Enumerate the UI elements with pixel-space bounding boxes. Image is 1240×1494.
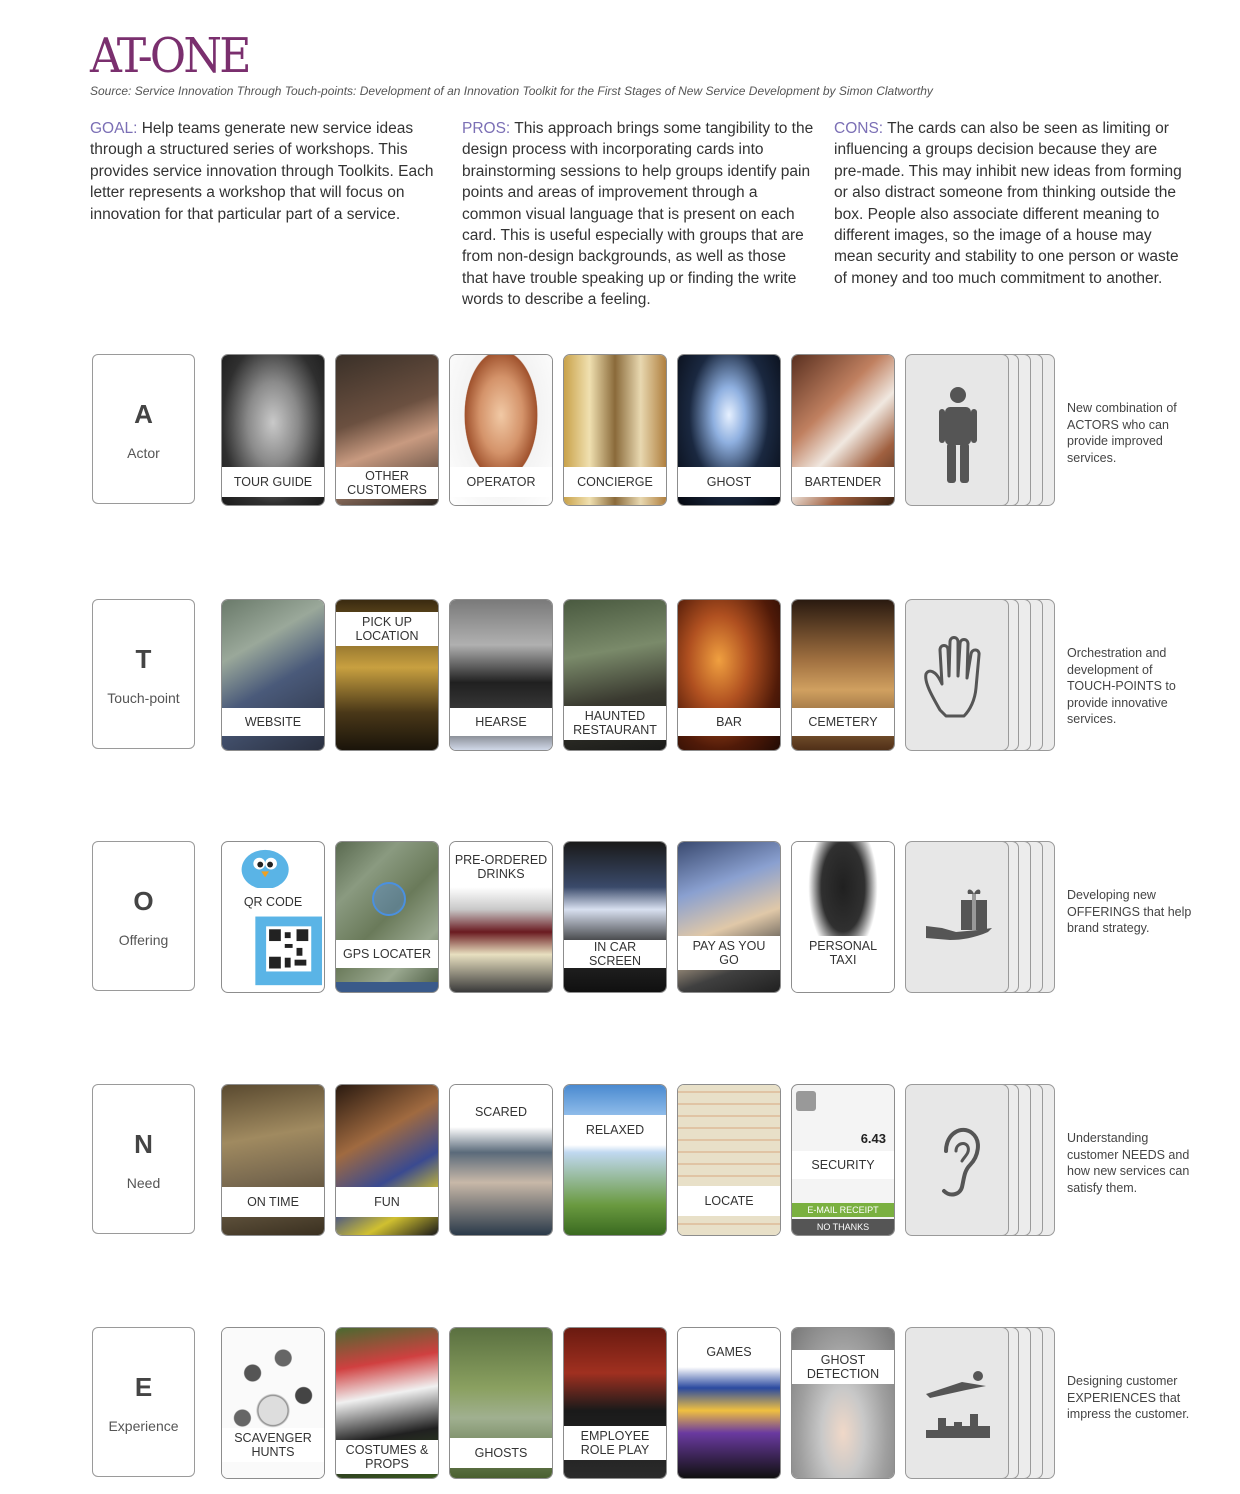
card-label: CEMETERY [792, 708, 894, 736]
letter-label: Actor [127, 445, 160, 461]
card-label: GAMES [678, 1338, 780, 1366]
card-bartender[interactable] [791, 354, 895, 506]
card-label: RELAXED [564, 1115, 666, 1145]
deck-front [905, 354, 1009, 506]
card-photo [564, 842, 666, 992]
card-label: OPERATOR [450, 467, 552, 497]
row-description: Understanding customer NEEDS and how new services can satisfy them. [1067, 1131, 1190, 1195]
card-photo [564, 1085, 666, 1235]
row-description: Orchestration and development of TOUCH-POINTS to provide innovative services. [1067, 646, 1176, 726]
map-toolbar [336, 982, 438, 992]
pros-text: This approach brings some tangibility to the design process with incorporating cards into brainstorming sessions to help groups identify pain points and areas of improvement through a common visual language that is present on each card. This is useful especially with groups that are from non-design backgrounds, as well as those that have trouble speaking up or finding the write words to describe a feeling. [462, 120, 814, 309]
card-games[interactable] [677, 1327, 781, 1479]
card-label: COSTUMES & PROPS [336, 1440, 438, 1474]
card-tour-guide[interactable] [221, 354, 325, 506]
letter: T [135, 644, 152, 674]
pros-label: PROS: [462, 120, 511, 137]
letter-label: Experience [108, 1418, 179, 1434]
card-label: WEBSITE [222, 708, 324, 736]
goal-column [90, 118, 442, 225]
card-relaxed[interactable] [563, 1084, 667, 1236]
card-label: GHOST DETECTION [792, 1350, 894, 1384]
row-offering [0, 841, 1240, 1001]
cons-text: The cards can also be seen as limiting or influencing a groups decision because they are pre-made. This may inhibit new ideas from forming or also distract someone from thinking outside the box. People also associate different meaning to different images, so the image of a house may mean security and stability to one person or waste of money and too much commitment to another. [834, 120, 1182, 287]
card-label: SCAVENGER HUNTS [222, 1428, 324, 1462]
touch-point-deck[interactable] [905, 599, 1055, 751]
row-experience [0, 1327, 1240, 1487]
experience-icon [906, 1328, 1010, 1480]
row-actor [0, 354, 1240, 514]
location-marker-icon [372, 882, 406, 916]
card-pre-ordered-drinks[interactable] [449, 841, 553, 993]
card-photo [336, 842, 438, 992]
card-locate[interactable] [677, 1084, 781, 1236]
card-label: SCARED [450, 1097, 552, 1127]
card-employee-role-play[interactable] [563, 1327, 667, 1479]
card-haunted-restaurant[interactable] [563, 599, 667, 751]
card-label: TOUR GUIDE [222, 467, 324, 497]
source-citation: Source: Service Innovation Through Touch-points: Development of an Innovation Toolkit for the First Stages of New Service Development by Simon Clatworthy [90, 84, 933, 98]
letter: N [134, 1129, 153, 1159]
card-other-customers[interactable] [335, 354, 439, 506]
letter-card-touch-point[interactable] [92, 599, 195, 749]
card-ghost-detection[interactable] [791, 1327, 895, 1479]
row-touch-point [0, 599, 1240, 759]
security-price: 6.43 [860, 1131, 886, 1146]
card-operator[interactable] [449, 354, 553, 506]
pros-column [462, 118, 814, 311]
person-icon [906, 355, 1010, 507]
card-label: IN CAR SCREEN [564, 940, 666, 968]
letter-label: Touch-point [107, 690, 180, 706]
card-pay-as-you-go[interactable] [677, 841, 781, 993]
card-label: CONCIERGE [564, 467, 666, 497]
card-label: PERSONAL TAXI [792, 936, 894, 970]
letter-label: Offering [118, 932, 169, 948]
letter: A [134, 399, 153, 429]
card-security[interactable] [791, 1084, 895, 1236]
no-thanks-button: NO THANKS [792, 1219, 894, 1235]
need-deck[interactable] [905, 1084, 1055, 1236]
card-personal-taxi[interactable] [791, 841, 895, 993]
card-label: PRE-ORDERED DRINKS [450, 850, 552, 884]
letter-card-need[interactable] [92, 1084, 195, 1234]
card-label: GPS LOCATER [336, 940, 438, 968]
card-label: ON TIME [222, 1187, 324, 1217]
gift-hand-icon [906, 842, 1010, 994]
letter: O [133, 886, 154, 916]
letter-label: Need [126, 1175, 161, 1191]
row-description: New combination of ACTORS who can provide improved services. [1067, 401, 1177, 465]
card-on-time[interactable] [221, 1084, 325, 1236]
letter-card-offering[interactable] [92, 841, 195, 991]
row-description: Developing new OFFERINGS that help brand strategy. [1067, 888, 1192, 935]
bird-icon [222, 842, 324, 991]
email-receipt-button: E-MAIL RECEIPT [792, 1203, 894, 1217]
card-scared[interactable] [449, 1084, 553, 1236]
card-label: HEARSE [450, 708, 552, 736]
row-description: Designing customer EXPERIENCES that impress the customer. [1067, 1374, 1190, 1421]
card-website[interactable] [221, 599, 325, 751]
card-label: PAY AS YOU GO [678, 936, 780, 970]
card-label: GHOST [678, 467, 780, 497]
card-gps-locater[interactable] [335, 841, 439, 993]
card-scavenger-hunts[interactable] [221, 1327, 325, 1479]
card-ghosts[interactable] [449, 1327, 553, 1479]
card-label: HAUNTED RESTAURANT [564, 706, 666, 740]
card-label: GHOSTS [450, 1438, 552, 1468]
cons-column [834, 118, 1186, 289]
letter-card-experience[interactable] [92, 1327, 195, 1477]
card-label: SECURITY [792, 1151, 894, 1179]
card-label: OTHER CUSTOMERS [336, 467, 438, 499]
card-label: PICK UP LOCATION [336, 612, 438, 646]
goal-text: Help teams generate new service ideas through a structured series of workshops. This provides service innovation through Toolkits. Each letter represents a workshop that will focus on innovation for that particular part of a service. [90, 120, 434, 223]
page-title: AT-ONE [90, 28, 249, 84]
card-label: QR CODE [222, 888, 324, 916]
card-costumes-props[interactable] [335, 1327, 439, 1479]
row-need [0, 1084, 1240, 1244]
card-ghost[interactable] [677, 354, 781, 506]
deck-front [905, 841, 1009, 993]
experience-deck[interactable] [905, 1327, 1055, 1479]
card-hearse[interactable] [449, 599, 553, 751]
card-thumbnail [796, 1091, 816, 1111]
goal-label: GOAL: [90, 120, 138, 137]
card-pick-up-location[interactable] [335, 599, 439, 751]
card-bar[interactable] [677, 599, 781, 751]
hand-icon [906, 600, 1010, 752]
card-cemetery[interactable] [791, 599, 895, 751]
card-label: EMPLOYEE ROLE PLAY [564, 1426, 666, 1460]
ear-icon [906, 1085, 1010, 1237]
card-concierge[interactable] [563, 354, 667, 506]
letter: E [134, 1372, 153, 1402]
offering-deck[interactable] [905, 841, 1055, 993]
card-label: BAR [678, 708, 780, 736]
cons-label: CONS: [834, 120, 884, 137]
deck-front [905, 599, 1009, 751]
letter-card-actor[interactable] [92, 354, 195, 504]
card-qr-code[interactable] [221, 841, 325, 993]
card-fun[interactable] [335, 1084, 439, 1236]
card-label: FUN [336, 1187, 438, 1217]
card-label: BARTENDER [792, 467, 894, 497]
actor-deck[interactable] [905, 354, 1055, 506]
card-label: LOCATE [678, 1186, 780, 1216]
deck-front [905, 1084, 1009, 1236]
card-in-car-screen[interactable] [563, 841, 667, 993]
deck-front [905, 1327, 1009, 1479]
